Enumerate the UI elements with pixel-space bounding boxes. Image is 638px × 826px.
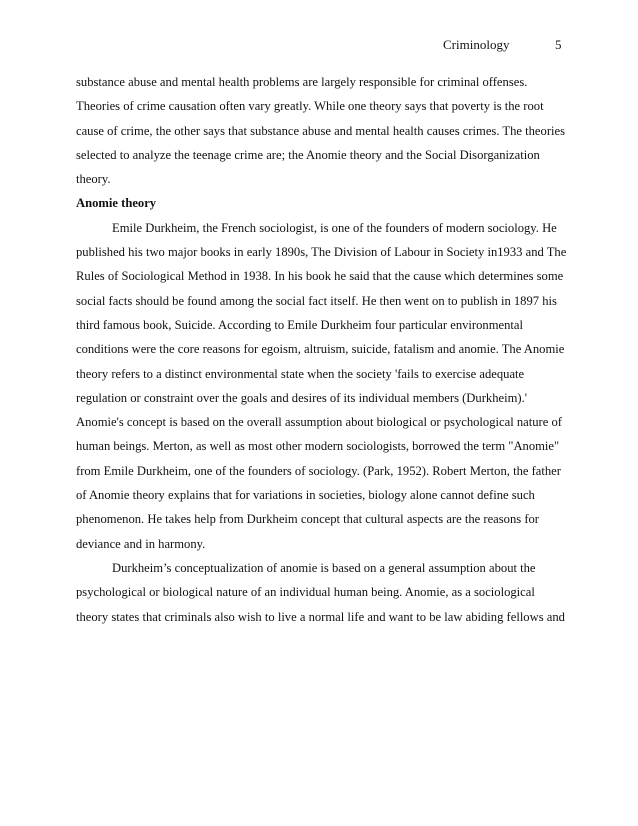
- paragraph-intro: [76, 70, 570, 191]
- text-line: phenomenon. He takes help from Durkheim concept that cultural aspects are the reasons for: [76, 512, 540, 527]
- text-line: third famous book, Suicide. According to Emile Durkheim four particular environmental: [76, 317, 523, 332]
- text-line: Emile Durkheim, the French sociologist, is one of the founders of modern sociology. He: [112, 220, 557, 235]
- text-line: published his two major books in early 1890s, The Division of Labour in Society in1933 and The: [76, 245, 567, 260]
- text-line: theory.: [76, 172, 111, 187]
- text-line: Rules of Sociological Method in 1938. In his book he said that the cause which determines some: [76, 269, 564, 284]
- text-line: human beings. Merton, as well as most other modern sociologists, borrowed the term "Anomie": [76, 439, 560, 454]
- text-line: Theories of crime causation often vary greatly. While one theory says that poverty is the root: [76, 99, 544, 114]
- text-line: of Anomie theory explains that for variations in societies, biology alone cannot define such: [76, 488, 535, 503]
- section-heading: Anomie theory: [76, 196, 157, 211]
- text-line: psychological or biological nature of an individual human being. Anomie, as a sociological: [76, 585, 535, 600]
- text-line: theory states that criminals also wish to live a normal life and want to be law abiding fellows and: [76, 609, 565, 624]
- text-line: conditions were the core reasons for egoism, altruism, suicide, fatalism and anomie. The Anomie: [76, 342, 565, 357]
- paragraph-conceptualization: [76, 556, 570, 629]
- text-line: regulation or constraint over the goals and desires of its individual members (Durkheim).': [76, 390, 527, 405]
- body-text: [76, 70, 570, 629]
- text-line: Anomie's concept is based on the overall assumption about biological or psychological nature of: [76, 415, 562, 430]
- text-line: cause of crime, the other says that substance abuse and mental health causes crimes. The theories: [76, 123, 565, 138]
- page-number: 5: [555, 37, 562, 52]
- text-line: theory refers to a distinct environmental state when the society 'fails to exercise adequate: [76, 366, 525, 381]
- text-line: social facts should be found among the social fact itself. He then went on to publish in 1897 his: [76, 293, 557, 308]
- text-line: from Emile Durkheim, one of the founders of sociology. (Park, 1952). Robert Merton, the father: [76, 463, 561, 478]
- text-line: deviance and in harmony.: [76, 536, 206, 551]
- text-line: selected to analyze the teenage crime are; the Anomie theory and the Social Disorganization: [76, 147, 540, 162]
- running-head: [0, 37, 638, 57]
- paragraph-durkheim: [76, 216, 570, 556]
- running-title: Criminology: [443, 37, 510, 52]
- text-line: substance abuse and mental health problems are largely responsible for criminal offenses.: [76, 75, 528, 89]
- text-line: Durkheim’s conceptualization of anomie is based on a general assumption about the: [112, 560, 536, 575]
